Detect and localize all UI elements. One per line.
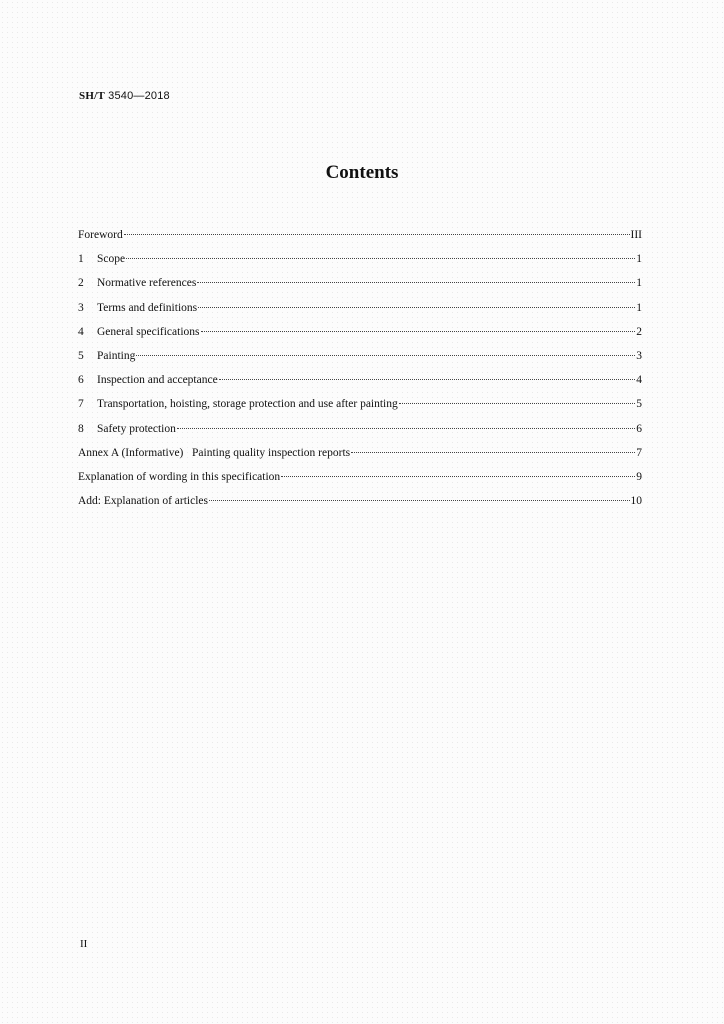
toc-leader-dots (209, 500, 630, 501)
toc-entry-label: Explanation of wording in this specification (78, 470, 281, 483)
toc-entry-label: Annex A (Informative) Painting quality inspection reports (78, 446, 351, 459)
toc-leader-dots (136, 355, 635, 356)
toc-entry-safety-protection[interactable] (78, 423, 642, 447)
standard-code (79, 90, 170, 102)
toc-entry-page: 7 (636, 446, 642, 459)
table-of-contents (78, 229, 642, 519)
page-number: II (80, 938, 88, 950)
toc-entry-general-specifications[interactable] (78, 326, 642, 350)
toc-leader-dots (281, 476, 635, 477)
toc-entry-number: 2 (78, 277, 84, 290)
toc-leader-dots (351, 452, 635, 453)
toc-entry-normative-references[interactable] (78, 277, 642, 301)
toc-entry-page: 1 (636, 253, 642, 266)
toc-entry-page: 9 (636, 470, 642, 483)
toc-entry-number: 7 (78, 398, 84, 411)
toc-leader-dots (201, 331, 636, 332)
toc-entry-page: 1 (636, 277, 642, 290)
toc-entry-page: 2 (636, 325, 642, 338)
toc-entry-transportation[interactable] (78, 398, 642, 422)
toc-entry-annex-a[interactable] (78, 447, 642, 471)
toc-entry-explanation-of-wording[interactable] (78, 471, 642, 495)
toc-entry-number: 4 (78, 325, 84, 338)
toc-entry-page: 3 (636, 349, 642, 362)
toc-entry-inspection-and-acceptance[interactable] (78, 374, 642, 398)
toc-entry-label: Safety protection (97, 422, 176, 435)
toc-entry-scope[interactable] (78, 253, 642, 277)
toc-entry-number: 5 (78, 349, 84, 362)
toc-entry-label: Normative references (97, 277, 197, 290)
toc-entry-label: Inspection and acceptance (97, 374, 218, 387)
toc-entry-page: 6 (636, 422, 642, 435)
page-title: Contents (325, 162, 399, 183)
toc-entry-foreword[interactable] (78, 229, 642, 253)
toc-entry-terms-and-definitions[interactable] (78, 302, 642, 326)
toc-entry-page: 1 (636, 301, 642, 314)
toc-leader-dots (124, 234, 630, 235)
toc-entry-number: 3 (78, 301, 84, 314)
toc-entry-label: General specifications (97, 325, 200, 338)
toc-entry-number: 6 (78, 374, 84, 387)
toc-leader-dots (126, 258, 635, 259)
toc-leader-dots (177, 428, 635, 429)
toc-entry-page: 10 (630, 495, 642, 508)
toc-entry-label: Transportation, hoisting, storage protection and use after painting (97, 398, 398, 411)
standard-code-number: 3540—2018 (104, 90, 170, 102)
toc-entry-label: Scope (97, 253, 126, 266)
toc-entry-label: Terms and definitions (97, 301, 198, 314)
toc-entry-page: 5 (636, 398, 642, 411)
toc-leader-dots (198, 307, 635, 308)
toc-entry-label: Add: Explanation of articles (78, 495, 208, 508)
toc-entry-number: 1 (78, 253, 84, 266)
toc-entry-page: 4 (636, 374, 642, 387)
toc-entry-label: Painting (97, 349, 136, 362)
toc-entry-page: III (630, 229, 642, 241)
toc-leader-dots (197, 282, 635, 283)
toc-leader-dots (219, 379, 636, 380)
toc-entry-label: Foreword (78, 229, 123, 241)
toc-entry-painting[interactable] (78, 350, 642, 374)
standard-code-prefix: SH/T (79, 90, 105, 102)
toc-entry-explanation-of-articles[interactable] (78, 495, 642, 519)
toc-entry-number: 8 (78, 422, 84, 435)
toc-leader-dots (399, 403, 635, 404)
